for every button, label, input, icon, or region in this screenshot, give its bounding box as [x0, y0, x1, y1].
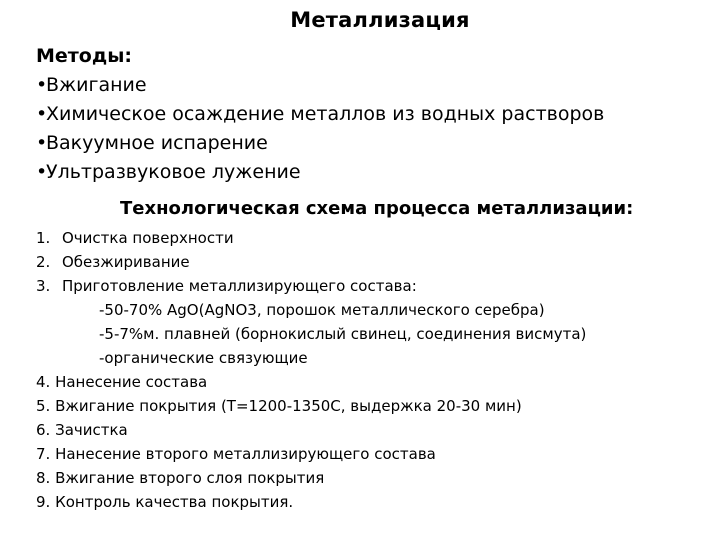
- bullet-icon: •: [36, 74, 48, 96]
- composition-item: -органические связующие: [99, 349, 308, 367]
- list-item: 5. Вжигание покрытия (T=1200-1350C, выдержка 20-30 мин): [36, 397, 522, 415]
- method-label: Вакуумное испарение: [46, 132, 268, 154]
- list-item: 9. Контроль качества покрытия.: [36, 493, 294, 511]
- step-number: 2.: [36, 253, 51, 271]
- list-item: 4. Нанесение состава: [36, 373, 208, 391]
- step-text: Очистка поверхности: [62, 229, 234, 247]
- bullet-icon: •: [36, 161, 48, 183]
- step-number: 1.: [36, 229, 51, 247]
- bullet-icon: •: [36, 132, 48, 154]
- scheme-title: Технологическая схема процесса металлизации:: [120, 198, 634, 219]
- method-label: Вжигание: [46, 74, 147, 96]
- methods-section: [36, 42, 696, 187]
- list-item: 7. Нанесение второго металлизирующего состава: [36, 445, 436, 463]
- list-item: 8. Вжигание второго слоя покрытия: [36, 469, 325, 487]
- list-item: [36, 250, 706, 274]
- list-item: [36, 226, 706, 250]
- list-item: 6. Зачистка: [36, 421, 128, 439]
- composition-item: -50-70% AgO(AgNO3, порошок металлического серебра): [99, 301, 545, 319]
- step-text: Обезжиривание: [62, 253, 190, 271]
- step-number: 3.: [36, 277, 51, 295]
- list-item: [36, 129, 696, 158]
- composition-item: -5-7%м. плавней (борнокислый свинец, соединения висмута): [99, 325, 587, 343]
- list-item: [36, 158, 696, 187]
- method-label: Ультразвуковое лужение: [46, 161, 301, 183]
- methods-heading: Методы:: [36, 45, 132, 67]
- process-steps: [36, 226, 706, 514]
- list-item: [36, 71, 696, 100]
- bullet-icon: •: [36, 103, 48, 125]
- list-item: [36, 100, 696, 129]
- list-item: [36, 274, 706, 298]
- methods-list: [36, 71, 696, 187]
- step-text: Приготовление металлизирующего состава:: [62, 277, 417, 295]
- method-label: Химическое осаждение металлов из водных растворов: [46, 103, 605, 125]
- slide-title: Металлизация: [290, 8, 470, 32]
